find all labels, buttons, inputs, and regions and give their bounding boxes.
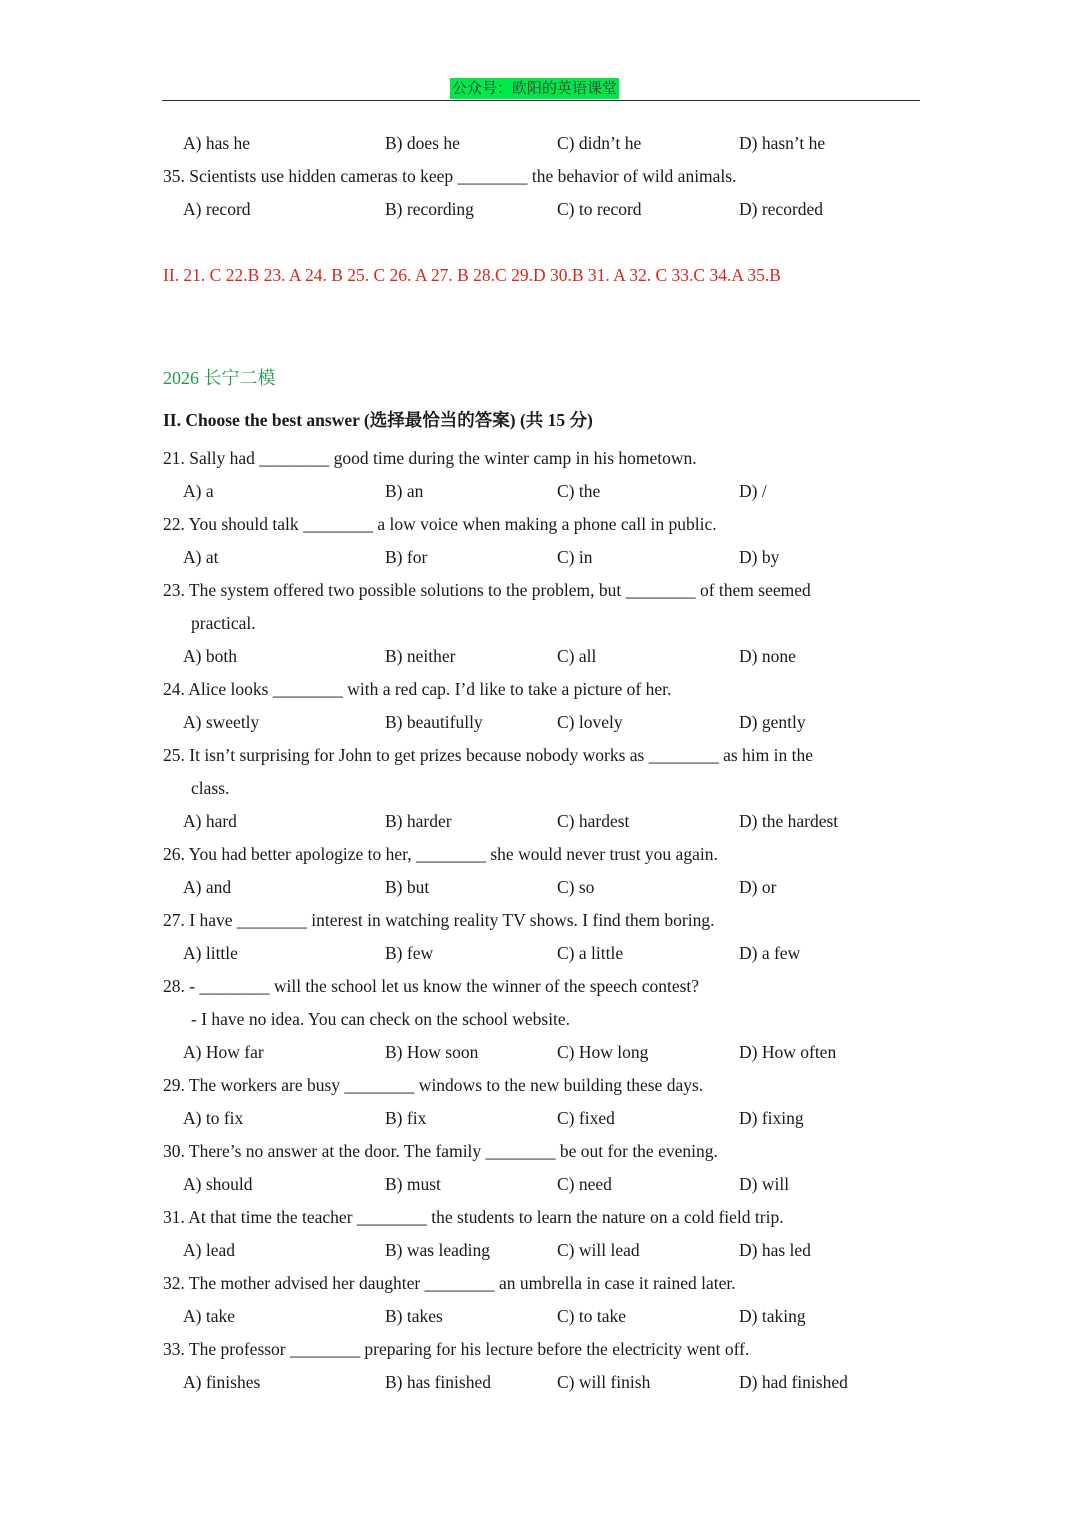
option-a: A) How far	[183, 1042, 264, 1062]
q35-option-d: D) recorded	[739, 199, 824, 219]
option-d: D) none	[739, 646, 796, 666]
option-a: A) lead	[183, 1240, 235, 1260]
option-d: D) the hardest	[739, 811, 839, 831]
option-b: B) takes	[385, 1306, 443, 1326]
section-heading: II. Choose the best answer (选择最恰当的答案) (共 15 分)	[163, 410, 593, 430]
option-a: A) both	[183, 646, 237, 666]
option-b: B) but	[385, 877, 430, 897]
option-d: D) taking	[739, 1306, 806, 1326]
option-d: D) /	[739, 481, 767, 501]
option-d: D) gently	[739, 712, 806, 732]
question-text-continued: practical.	[191, 613, 256, 633]
option-d: D) or	[739, 877, 777, 897]
option-a: A) take	[183, 1306, 235, 1326]
q34-option-b: B) does he	[385, 133, 460, 153]
q35-option-b: B) recording	[385, 199, 474, 219]
q34-option-c: C) didn’t he	[557, 133, 642, 153]
option-c: C) a little	[557, 943, 624, 963]
q35-option-c: C) to record	[557, 199, 642, 219]
option-c: C) need	[557, 1174, 612, 1194]
q34-option-a: A) has he	[183, 133, 251, 153]
question-text: 26. You had better apologize to her, ________ she would never trust you again.	[163, 844, 718, 864]
answer-key: II. 21. C 22.B 23. A 24. B 25. C 26. A 27. B 28.C 29.D 30.B 31. A 32. C 33.C 34.A 35.B	[163, 265, 781, 285]
question-text: 27. I have ________ interest in watching reality TV shows. I find them boring.	[163, 910, 715, 930]
option-a: A) sweetly	[183, 712, 260, 732]
option-c: C) How long	[557, 1042, 649, 1062]
option-b: B) must	[385, 1174, 441, 1194]
option-c: C) will lead	[557, 1240, 640, 1260]
option-b: B) harder	[385, 811, 452, 831]
option-d: D) will	[739, 1174, 790, 1194]
header-label: 公众号：欧阳的英语课堂	[452, 79, 618, 97]
option-b: B) for	[385, 547, 428, 567]
option-b: B) has finished	[385, 1372, 491, 1392]
option-b: B) was leading	[385, 1240, 490, 1260]
option-a: A) and	[183, 877, 232, 897]
question-text: 28. - ________ will the school let us know the winner of the speech contest?	[163, 976, 700, 996]
question-text-continued: - I have no idea. You can check on the school website.	[191, 1009, 571, 1029]
q35-text: 35. Scientists use hidden cameras to keep ________ the behavior of wild animals.	[163, 166, 737, 186]
option-a: A) little	[183, 943, 238, 963]
option-b: B) beautifully	[385, 712, 483, 732]
option-c: C) all	[557, 646, 597, 666]
option-c: C) so	[557, 877, 595, 897]
option-c: C) to take	[557, 1306, 627, 1326]
question-text: 21. Sally had ________ good time during the winter camp in his hometown.	[163, 448, 697, 468]
option-b: B) few	[385, 943, 434, 963]
option-c: C) fixed	[557, 1108, 615, 1128]
option-a: A) should	[183, 1174, 253, 1194]
q34-option-d: D) hasn’t he	[739, 133, 826, 153]
option-c: C) lovely	[557, 712, 623, 732]
question-text: 30. There’s no answer at the door. The family ________ be out for the evening.	[163, 1141, 718, 1161]
page-header	[162, 76, 920, 101]
question-text-continued: class.	[191, 778, 230, 798]
option-b: B) How soon	[385, 1042, 479, 1062]
question-text: 32. The mother advised her daughter ________ an umbrella in case it rained later.	[163, 1273, 736, 1293]
question-text: 23. The system offered two possible solutions to the problem, but ________ of them seemed	[163, 580, 811, 600]
question-text: 25. It isn’t surprising for John to get prizes because nobody works as ________ as him in the	[163, 745, 814, 765]
option-c: C) will finish	[557, 1372, 651, 1392]
q35-option-a: A) record	[183, 199, 251, 219]
option-c: C) in	[557, 547, 593, 567]
option-d: D) fixing	[739, 1108, 804, 1128]
option-b: B) an	[385, 481, 424, 501]
option-d: D) had finished	[739, 1372, 848, 1392]
option-a: A) to fix	[183, 1108, 244, 1128]
section-title: 2026 长宁二模	[163, 368, 276, 388]
option-a: A) finishes	[183, 1372, 261, 1392]
option-d: D) by	[739, 547, 780, 567]
option-b: B) neither	[385, 646, 456, 666]
option-a: A) hard	[183, 811, 237, 831]
option-d: D) has led	[739, 1240, 811, 1260]
question-text: 22. You should talk ________ a low voice when making a phone call in public.	[163, 514, 717, 534]
option-a: A) a	[183, 481, 214, 501]
option-b: B) fix	[385, 1108, 427, 1128]
option-c: C) hardest	[557, 811, 630, 831]
option-d: D) How often	[739, 1042, 837, 1062]
option-d: D) a few	[739, 943, 801, 963]
option-c: C) the	[557, 481, 601, 501]
question-text: 24. Alice looks ________ with a red cap. I’d like to take a picture of her.	[163, 679, 672, 699]
option-a: A) at	[183, 547, 219, 567]
question-text: 33. The professor ________ preparing for his lecture before the electricity went off.	[163, 1339, 750, 1359]
question-text: 29. The workers are busy ________ windows to the new building these days.	[163, 1075, 704, 1095]
question-text: 31. At that time the teacher ________ the students to learn the nature on a cold field trip.	[163, 1207, 784, 1227]
